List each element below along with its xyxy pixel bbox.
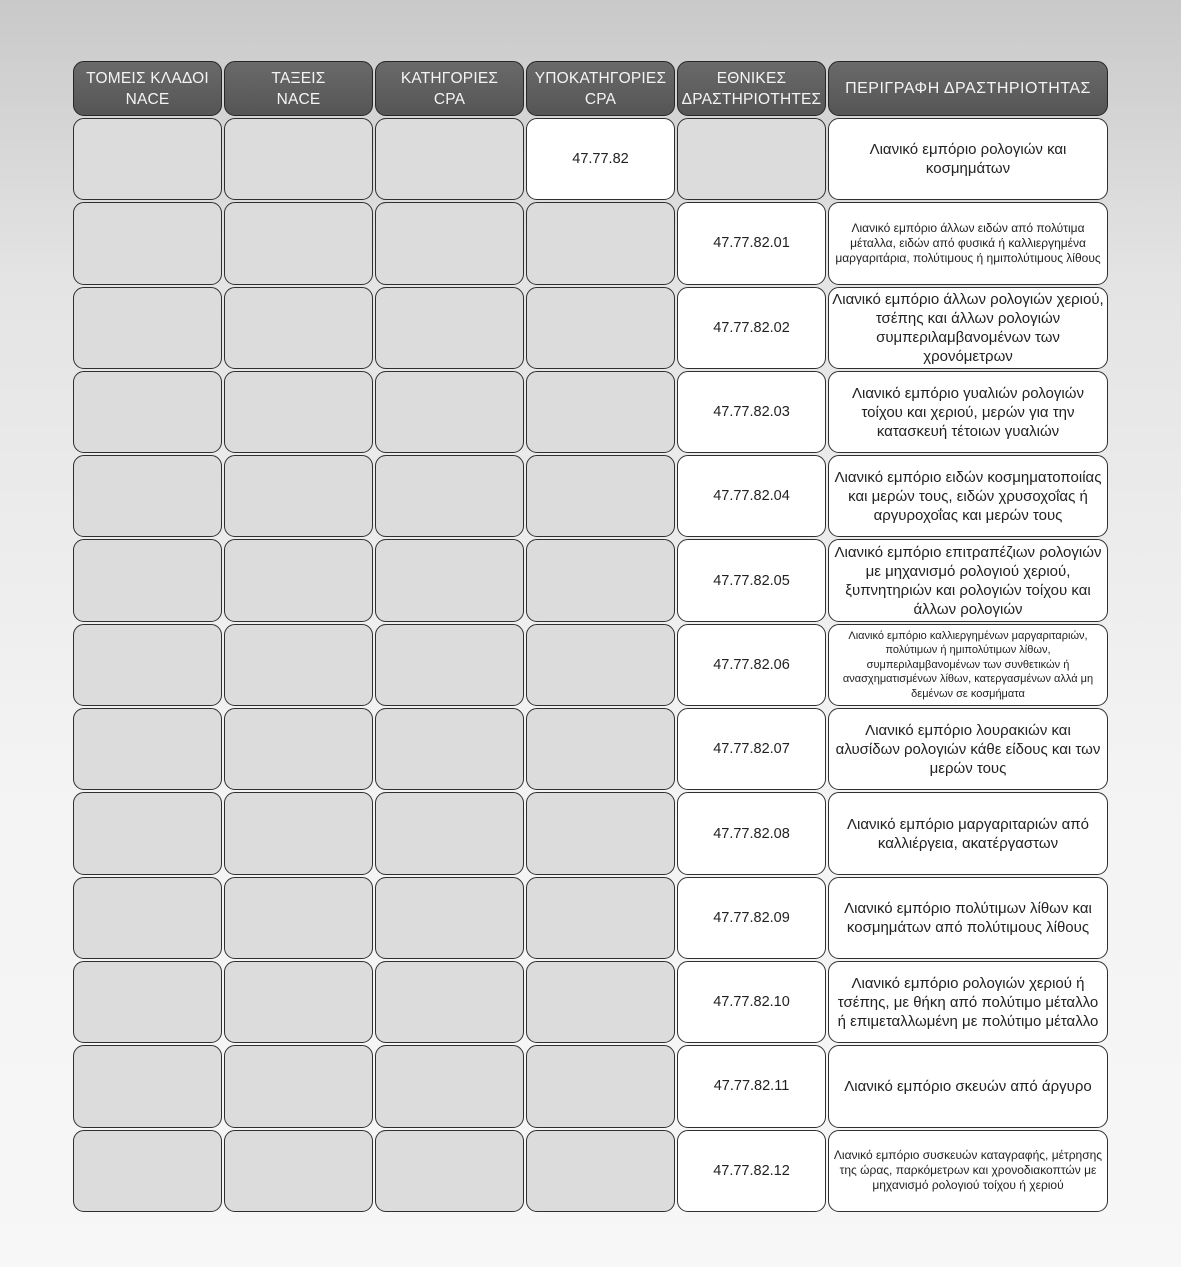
cell-activity-description: [828, 877, 1108, 959]
cell-activity-description: [828, 1045, 1108, 1127]
header-activity-description: [828, 61, 1108, 116]
national-activity-code: 47.77.82.01: [713, 235, 790, 252]
national-activity-code: 47.77.82.10: [713, 994, 790, 1011]
cell-category-cpa: [375, 539, 524, 621]
cell-class-nace: [224, 118, 373, 200]
subcategory-code: 47.77.82: [572, 151, 629, 168]
cell-class-nace: [224, 287, 373, 369]
activity-description-text: Λιανικό εμπόριο ειδών κοσμηματοποιίας και μερών τους, ειδών χρυσοχοΐας ή αργυροχοΐας και μερών τους: [834, 468, 1102, 524]
cell-activity-description: [828, 118, 1108, 200]
cell-class-nace: [224, 708, 373, 790]
national-activity-code: 47.77.82.04: [713, 488, 790, 505]
header-line: ΤΟΜΕΙΣ ΚΛΑΔΟΙ: [86, 69, 209, 87]
activity-description-text: Λιανικό εμπόριο συσκευών καταγραφής, μέτρησης της ώρας, παρκόμετρων και χρονοδιακοπτών με μηχανισμό ρολογιού τοίχου ή χεριού: [833, 1148, 1103, 1193]
national-activity-code: 47.77.82.02: [713, 319, 790, 336]
activity-description-text: Λιανικό εμπόριο πολύτιμων λίθων και κοσμημάτων από πολύτιμους λίθους: [844, 899, 1092, 936]
cell-national-activity: [677, 287, 826, 369]
header-line: ΥΠΟΚΑΤΗΓΟΡΙΕΣ: [534, 69, 667, 87]
cell-activity-description: [828, 792, 1108, 874]
cell-category-cpa: [375, 118, 524, 200]
cell-class-nace: [224, 202, 373, 284]
cell-category-cpa: [375, 1130, 524, 1212]
cell-subcategory-cpa: [526, 202, 675, 284]
cell-class-nace: [224, 1045, 373, 1127]
cell-category-cpa: [375, 287, 524, 369]
cell-sector-nace: [73, 1045, 222, 1127]
activity-description-text: Λιανικό εμπόριο ρολογιών και κοσμημάτων: [869, 141, 1067, 178]
cell-national-activity: [677, 877, 826, 959]
header-line: NACE: [125, 90, 170, 108]
header-line: ΕΘΝΙΚΕΣ: [716, 69, 787, 87]
cell-national-activity: [677, 202, 826, 284]
cell-sector-nace: [73, 961, 222, 1043]
activity-description-text: Λιανικό εμπόριο λουρακιών και αλυσίδων ρολογιών κάθε είδους και των μερών τους: [835, 721, 1101, 777]
national-activity-code: 47.77.82.03: [713, 404, 790, 421]
cell-subcategory-cpa: [526, 961, 675, 1043]
cell-subcategory-cpa: [526, 455, 675, 537]
cell-category-cpa: [375, 202, 524, 284]
header-line: CPA: [433, 90, 466, 108]
cell-sector-nace: [73, 792, 222, 874]
activity-description-text: Λιανικό εμπόριο άλλων ειδών από πολύτιμα μέταλλα, ειδών από φυσικά ή καλλιεργημένα μαργαριτάρια, πολύτιμους ή ημιπολύτιμους λίθους: [835, 220, 1101, 265]
activity-description-text: Λιανικό εμπόριο γυαλιών ρολογιών τοίχου και χεριού, μερών για την κατασκευή τέτοιων γυαλιών: [852, 384, 1084, 440]
cell-national-activity: [677, 624, 826, 706]
header-sectors-nace: [73, 61, 222, 116]
cell-national-activity: [677, 1130, 826, 1212]
cell-category-cpa: [375, 1045, 524, 1127]
cell-national-activity: [677, 961, 826, 1043]
activity-description-text: Λιανικό εμπόριο επιτραπέζιων ρολογιών με μηχανισμό ρολογιού χεριού, ξυπνητηριών και ρολογιών τοίχου και άλλων ρολογιών: [834, 543, 1102, 618]
cell-category-cpa: [375, 371, 524, 453]
cell-activity-description: [828, 708, 1108, 790]
cell-sector-nace: [73, 371, 222, 453]
cell-activity-description: [828, 371, 1108, 453]
national-activity-code: 47.77.82.05: [713, 572, 790, 589]
activity-description-text: Λιανικό εμπόριο καλλιεργημένων μαργαριταριών, πολύτιμων ή ημιπολύτιμων λίθων, συμπεριλαμβανομένων των συνθετικών ή ανασχηματισμένων λίθων, κατεργασμένων αλλά μη δεμένων σε κοσμήματα: [842, 629, 1094, 700]
cell-subcategory-cpa: [526, 371, 675, 453]
cell-sector-nace: [73, 624, 222, 706]
cell-activity-description: [828, 1130, 1108, 1212]
cell-sector-nace: [73, 708, 222, 790]
cell-activity-description: [828, 455, 1108, 537]
cell-subcategory-cpa: [526, 1045, 675, 1127]
cell-subcategory-cpa: [526, 539, 675, 621]
header-line: NACE: [276, 90, 321, 108]
cell-national-activity: [677, 1045, 826, 1127]
cell-class-nace: [224, 455, 373, 537]
cell-subcategory-cpa: [526, 708, 675, 790]
national-activity-code: 47.77.82.11: [713, 1078, 790, 1095]
national-activity-code: 47.77.82.06: [713, 656, 790, 673]
cell-subcategory-cpa: [526, 624, 675, 706]
cell-sector-nace: [73, 455, 222, 537]
cell-category-cpa: [375, 455, 524, 537]
cell-class-nace: [224, 961, 373, 1043]
header-categories-cpa: [375, 61, 524, 116]
cell-activity-description: [828, 287, 1108, 369]
header-line: ΔΡΑΣΤΗΡΙΟΤΗΤΕΣ: [681, 90, 822, 108]
activity-description-text: Λιανικό εμπόριο σκευών από άργυρο: [844, 1077, 1092, 1095]
national-activity-code: 47.77.82.12: [713, 1162, 790, 1179]
cell-subcategory-cpa: [526, 792, 675, 874]
activity-description-text: Λιανικό εμπόριο ρολογιών χεριού ή τσέπης, με θήκη από πολύτιμο μέταλλο ή επιμεταλλωμένη με πολύτιμο μέταλλο: [837, 974, 1099, 1030]
cell-class-nace: [224, 539, 373, 621]
header-line: ΠΕΡΙΓΡΑΦΗ ΔΡΑΣΤΗΡΙΟΤΗΤΑΣ: [845, 80, 1091, 97]
activity-description-text: Λιανικό εμπόριο άλλων ρολογιών χεριού, τσέπης και άλλων ρολογιών συμπεριλαμβανομένων των χρονόμετρων: [832, 290, 1104, 365]
cell-category-cpa: [375, 708, 524, 790]
cell-activity-description: [828, 539, 1108, 621]
cell-subcategory-cpa: [526, 1130, 675, 1212]
cell-sector-nace: [73, 539, 222, 621]
cell-sector-nace: [73, 877, 222, 959]
cell-national-activity: [677, 371, 826, 453]
national-activity-code: 47.77.82.09: [713, 909, 790, 926]
national-activity-code: 47.77.82.08: [713, 825, 790, 842]
cell-subcategory-cpa: [526, 287, 675, 369]
header-line: CPA: [584, 90, 617, 108]
header-national-activities: [677, 61, 826, 116]
header-subcategories-cpa: [526, 61, 675, 116]
cell-national-activity: [677, 708, 826, 790]
cell-class-nace: [224, 1130, 373, 1212]
cell-class-nace: [224, 371, 373, 453]
cell-activity-description: [828, 624, 1108, 706]
nace-activity-table: [72, 60, 1109, 1213]
cell-sector-nace: [73, 118, 222, 200]
cell-sector-nace: [73, 202, 222, 284]
cell-national-activity: [677, 455, 826, 537]
cell-category-cpa: [375, 961, 524, 1043]
cell-activity-description: [828, 202, 1108, 284]
cell-category-cpa: [375, 792, 524, 874]
cell-national-activity: [677, 792, 826, 874]
header-line: ΤΑΞΕΙΣ: [271, 69, 326, 87]
cell-category-cpa: [375, 877, 524, 959]
cell-class-nace: [224, 877, 373, 959]
cell-class-nace: [224, 624, 373, 706]
cell-class-nace: [224, 792, 373, 874]
national-activity-code: 47.77.82.07: [713, 741, 790, 758]
header-line: ΚΑΤΗΓΟΡΙΕΣ: [400, 69, 499, 87]
cell-subcategory-cpa: [526, 118, 675, 200]
cell-category-cpa: [375, 624, 524, 706]
cell-sector-nace: [73, 1130, 222, 1212]
cell-subcategory-cpa: [526, 877, 675, 959]
cell-national-activity: [677, 118, 826, 200]
header-classes-nace: [224, 61, 373, 116]
cell-sector-nace: [73, 287, 222, 369]
activity-description-text: Λιανικό εμπόριο μαργαριταριών από καλλιέργεια, ακατέργαστων: [847, 815, 1089, 852]
cell-national-activity: [677, 539, 826, 621]
cell-activity-description: [828, 961, 1108, 1043]
